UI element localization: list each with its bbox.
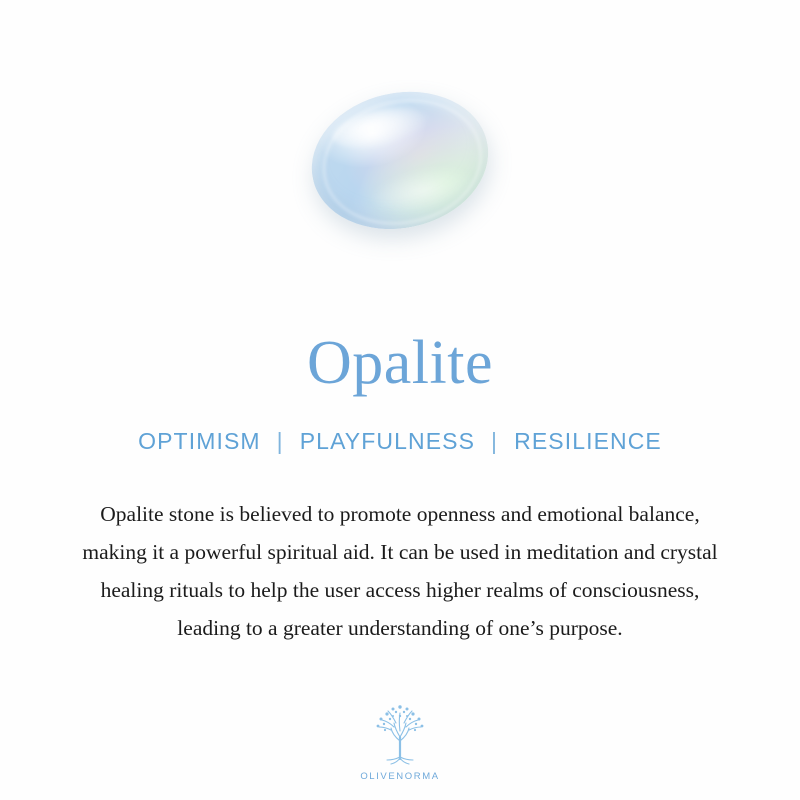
brand-name: OLIVENORMA <box>360 771 440 782</box>
keyword-separator-1: | <box>276 428 284 454</box>
description-line-2: making it a powerful spiritual aid. It can be used in meditation and crystal <box>82 540 718 564</box>
keyword-resilience: RESILIENCE <box>514 428 662 454</box>
description-line-3: healing rituals to help the user access higher realms of consciousness, <box>100 578 700 602</box>
opalite-stone-icon <box>299 75 501 244</box>
description-text <box>20 495 780 647</box>
description-line-4: leading to a greater understanding of one’s purpose. <box>177 616 623 640</box>
page-title: Opalite <box>307 329 493 397</box>
keyword-list <box>138 428 662 455</box>
tree-of-life-icon <box>363 697 437 769</box>
keyword-playfulness: PLAYFULNESS <box>299 428 476 454</box>
brand-logo <box>0 697 800 782</box>
keyword-optimism: OPTIMISM <box>138 428 261 454</box>
keyword-separator-2: | <box>491 428 499 454</box>
description-line-1: Opalite stone is believed to promote openness and emotional balance, <box>100 502 700 526</box>
stone-image-container <box>0 10 800 310</box>
